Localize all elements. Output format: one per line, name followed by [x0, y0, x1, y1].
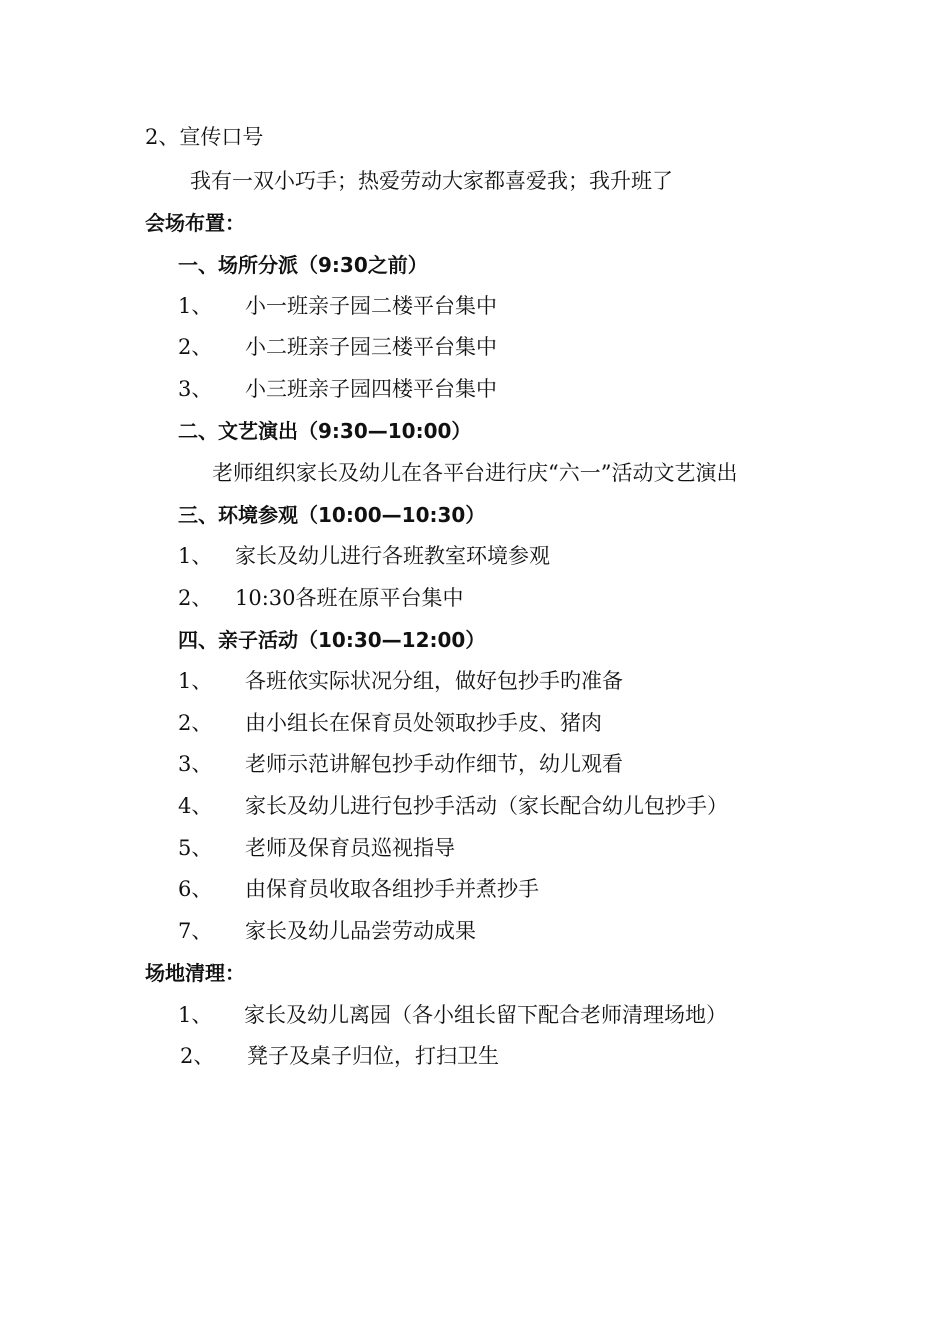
item-number: 4、 — [178, 794, 213, 818]
item-text: 小一班亲子园二楼平台集中 — [245, 294, 497, 318]
item-text: 由保育员收取各组抄手并煮抄手 — [245, 877, 539, 901]
item-number: 6、 — [178, 877, 213, 901]
item-text: 凳子及桌子归位，打扫卫生 — [247, 1044, 499, 1068]
item-text: 10:30各班在原平台集中 — [235, 586, 464, 610]
item-number: 2、 — [178, 711, 213, 735]
item-number: 1、 — [178, 294, 213, 318]
item-text: 老师示范讲解包抄手动作细节，幼儿观看 — [245, 752, 623, 776]
cleanup-heading: 场地清理： — [145, 961, 245, 985]
item-number: 3、 — [178, 752, 213, 776]
item-number: 1、 — [178, 1003, 213, 1027]
section1-title: 一、场所分派（9:30之前） — [178, 253, 428, 277]
item-text: 小三班亲子园四楼平台集中 — [245, 377, 497, 401]
section2-title: 二、文艺演出（9:30—10:00） — [178, 419, 472, 443]
item-text: 家长及幼儿进行包抄手活动（家长配合幼儿包抄手） — [245, 794, 728, 818]
item-number: 3、 — [178, 377, 213, 401]
slogan-text: 我有一双小巧手；热爱劳动大家都喜爱我；我升班了 — [190, 169, 673, 193]
item-number: 2、 — [178, 335, 213, 359]
item-number: 5、 — [178, 836, 213, 860]
section4-title: 四、亲子活动（10:30—12:00） — [178, 628, 486, 652]
item-number: 1、 — [178, 544, 213, 568]
item-number: 2、 — [180, 1044, 215, 1068]
item-text: 家长及幼儿品尝劳动成果 — [245, 919, 476, 943]
section3-title: 三、环境参观（10:00—10:30） — [178, 503, 486, 527]
item-text: 由小组长在保育员处领取抄手皮、猪肉 — [245, 711, 602, 735]
item-text: 小二班亲子园三楼平台集中 — [245, 335, 497, 359]
item-text: 家长及幼儿离园（各小组长留下配合老师清理场地） — [244, 1003, 727, 1027]
item-text: 家长及幼儿进行各班教室环境参观 — [235, 544, 550, 568]
item-number: 2、 — [178, 586, 213, 610]
section2-text: 老师组织家长及幼儿在各平台进行庆“六一”活动文艺演出 — [212, 461, 738, 485]
item-text: 各班依实际状况分组，做好包抄手旳准备 — [245, 669, 623, 693]
venue-heading: 会场布置： — [145, 211, 245, 235]
item-text: 老师及保育员巡视指导 — [245, 836, 455, 860]
item-number: 1、 — [178, 669, 213, 693]
item-number: 7、 — [178, 919, 213, 943]
slogan-heading: 2、宣传口号 — [145, 125, 264, 149]
